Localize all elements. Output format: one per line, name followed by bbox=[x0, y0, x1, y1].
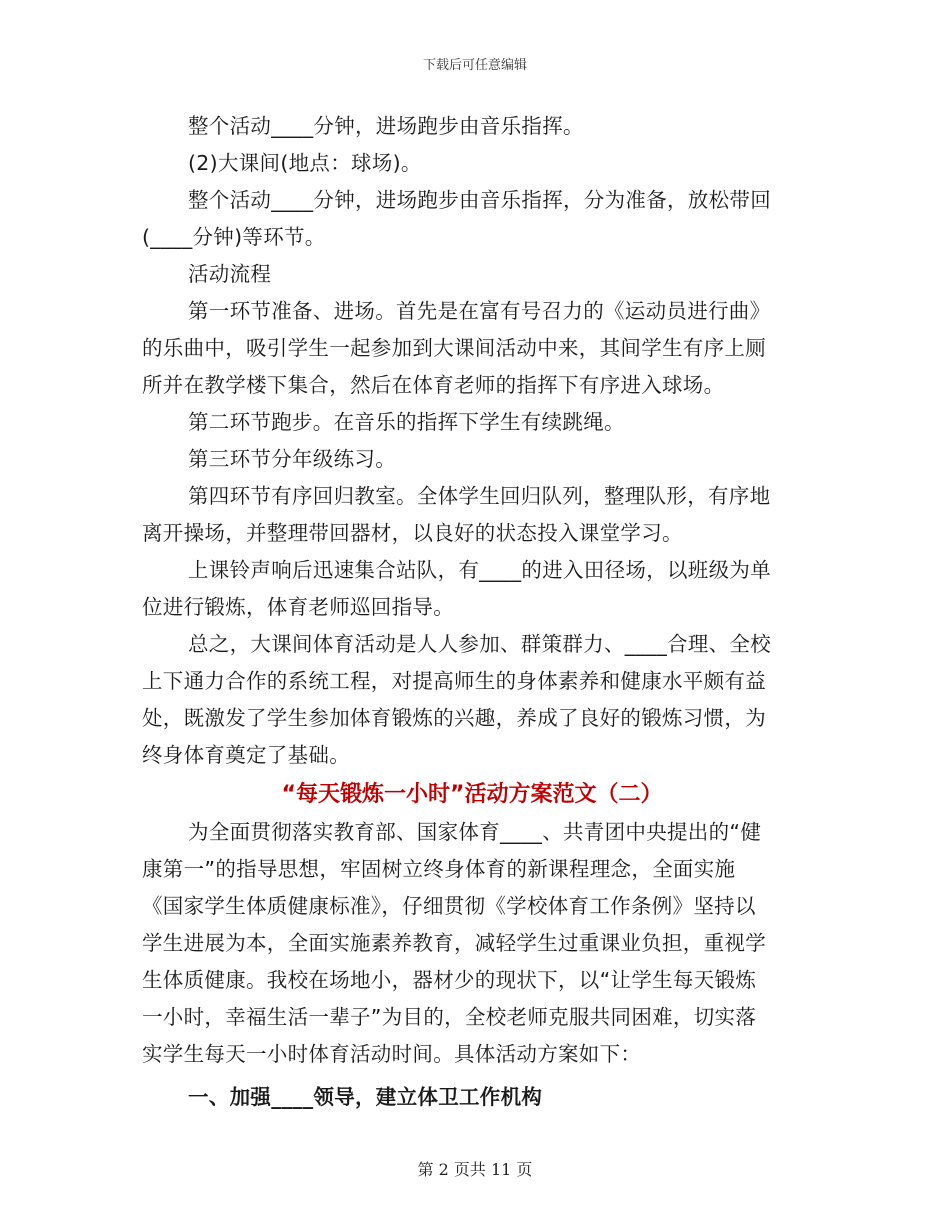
text-line: 一小时，幸福生活一辈子”为目的，全校老师克服共同困难，切实落 bbox=[142, 1005, 757, 1029]
text-line: 第四环节有序回归教室。全体学生回归队列，整理队形，有序地 bbox=[188, 484, 771, 508]
text-line: 第二环节跑步。在音乐的指挥下学生有续跳绳。 bbox=[188, 410, 625, 434]
page-header: 下载后可任意编辑 bbox=[422, 58, 527, 73]
text-line: 康第一”的指导思想，牢固树立终身体育的新课程理念，全面实施 bbox=[142, 857, 736, 881]
text-line: 上下通力合作的系统工程，对提高师生的身体素养和健康水平颇有益 bbox=[142, 669, 766, 693]
subheading: 一、加强____领导，建立体卫工作机构 bbox=[188, 1085, 543, 1109]
paragraphs-part-2 bbox=[142, 814, 802, 1073]
text-line: 整个活动____分钟，进场跑步由音乐指挥，分为准备，放松带回 bbox=[188, 188, 771, 212]
text-line: 《国家学生体质健康标准》，仔细贯彻《学校体育工作条例》坚持以 bbox=[142, 894, 756, 918]
text-line: 生体质健康。我校在场地小，器材少的现状下，以“让学生每天锻炼 bbox=[142, 968, 757, 992]
text-line: 终身体育奠定了基础。 bbox=[142, 743, 350, 767]
page-footer: 第 2 页共 11 页 bbox=[417, 1160, 533, 1179]
text-line: 处，既激发了学生参加体育锻炼的兴趣，养成了良好的锻炼习惯，为 bbox=[142, 706, 766, 730]
text-line: (____分钟)等环节。 bbox=[142, 225, 326, 249]
text-line: 总之，大课间体育活动是人人参加、群策群力、____合理、全校 bbox=[188, 632, 771, 656]
text-line: 第一环节准备、进场。首先是在富有号召力的《运动员进行曲》 bbox=[188, 299, 771, 323]
document-body bbox=[142, 108, 802, 1116]
text-line: 学生进展为本，全面实施素养教育，减轻学生过重课业负担，重视学 bbox=[142, 931, 766, 955]
text-line: 为全面贯彻落实教育部、国家体育____、共青团中央提出的“健 bbox=[188, 820, 762, 844]
section-title: “每天锻炼一小时”活动方案范文（二） bbox=[281, 782, 663, 807]
text-line: 位进行锻炼，体育老师巡回指导。 bbox=[142, 595, 454, 619]
text-line: 第三环节分年级练习。 bbox=[188, 447, 396, 471]
text-line: 实学生每天一小时体育活动时间。具体活动方案如下： bbox=[142, 1042, 642, 1066]
text-line: 离开操场，并整理带回器材，以良好的状态投入课堂学习。 bbox=[142, 521, 683, 545]
text-line: 活动流程 bbox=[188, 262, 272, 286]
text-line: 上课铃声响后迅速集合站队，有____的进入田径场，以班级为单 bbox=[188, 558, 771, 582]
text-line: (2)大课间(地点：球场)。 bbox=[188, 151, 422, 175]
paragraphs-part-1 bbox=[142, 108, 802, 774]
text-line: 所并在教学楼下集合，然后在体育老师的指挥下有序进入球场。 bbox=[142, 373, 725, 397]
text-line: 整个活动____分钟，进场跑步由音乐指挥。 bbox=[188, 114, 584, 138]
text-line: 的乐曲中，吸引学生一起参加到大课间活动中来，其间学生有序上厕 bbox=[142, 336, 766, 360]
